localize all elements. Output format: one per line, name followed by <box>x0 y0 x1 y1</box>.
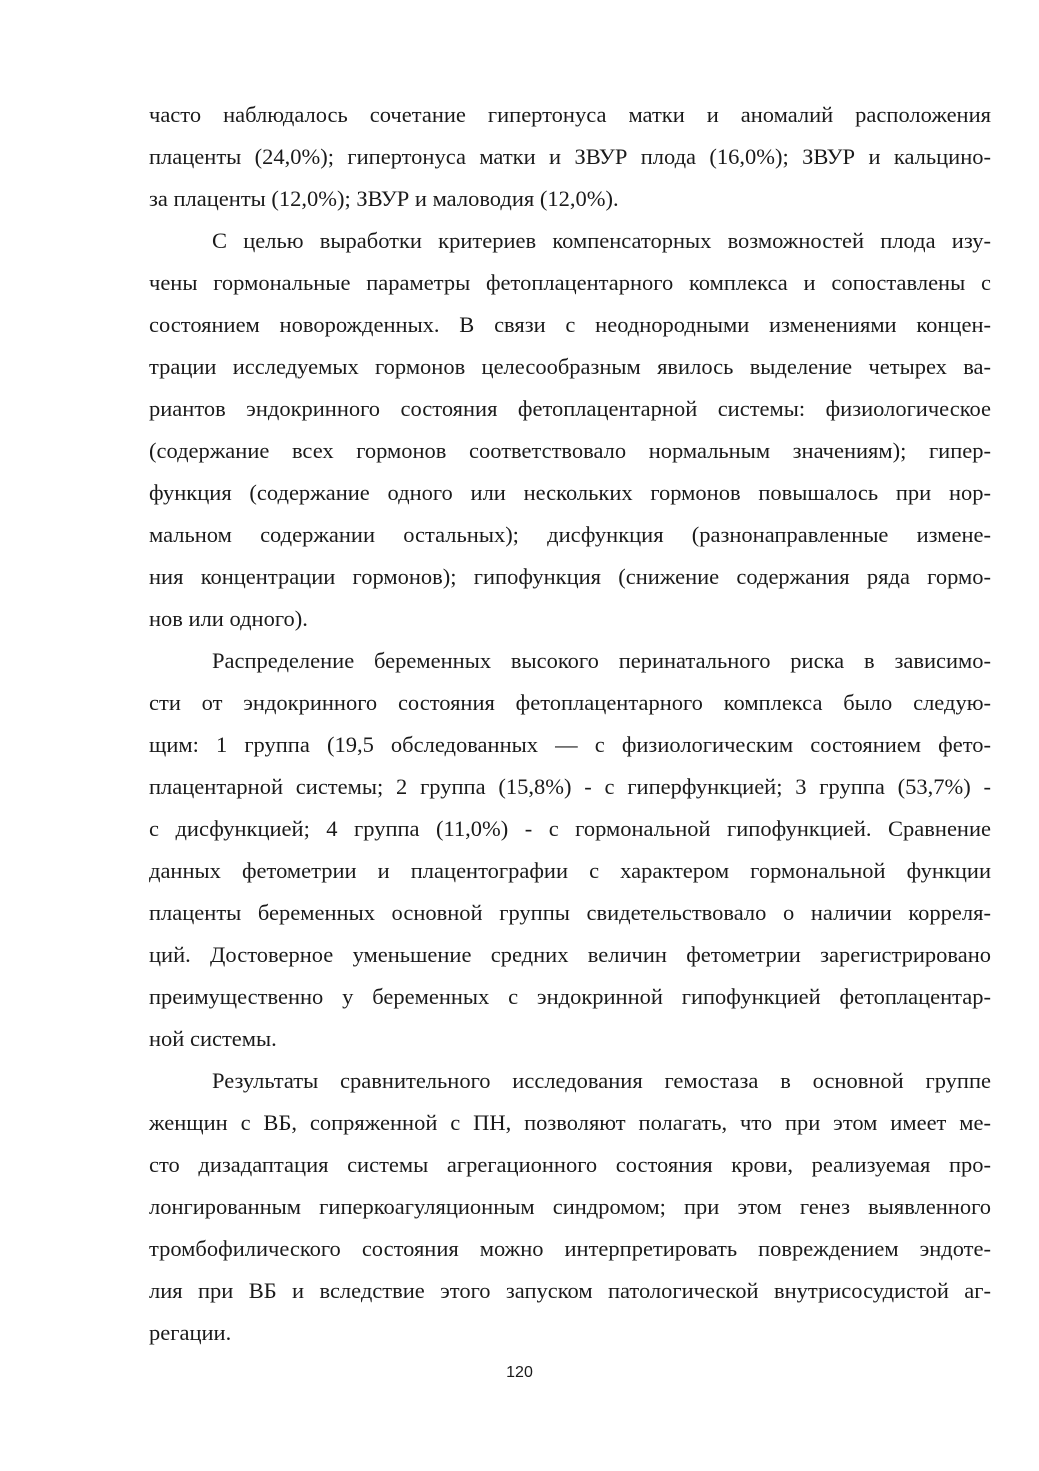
text-line: нов или одного). <box>149 606 308 631</box>
text-line: трации исследуемых гормонов целесообразным явилось выделение четырех ва- <box>149 354 991 379</box>
text-line: чены гормональные параметры фетоплацентарного комплекса и сопоставлены с <box>149 270 991 295</box>
text-line: часто наблюдалось сочетание гипертонуса матки и аномалий расположения <box>149 102 991 127</box>
page-number: 120 <box>506 1364 533 1381</box>
text-line: функция (содержание одного или нескольких гормонов повышалось при нор- <box>149 480 991 505</box>
text-line: ций. Достоверное уменьшение средних величин фетометрии зарегистрировано <box>149 942 991 967</box>
text-line: сто дизадаптация системы агрегационного состояния крови, реализуемая про- <box>149 1152 991 1177</box>
text-line: состоянием новорожденных. В связи с неоднородными изменениями концен- <box>149 312 991 337</box>
text-line: лонгированным гиперкоагуляционным синдромом; при этом генез выявленного <box>149 1194 991 1219</box>
text-line: за плаценты (12,0%); ЗВУР и маловодия (12,0%). <box>149 186 619 211</box>
text-line: женщин с ВБ, сопряженной с ПН, позволяют полагать, что при этом имеет ме- <box>149 1110 991 1135</box>
text-line: щим: 1 группа (19,5 обследованных — с физиологическим состоянием фето- <box>149 732 991 757</box>
text-line: (содержание всех гормонов соответствовало нормальным значениям); гипер- <box>149 438 991 463</box>
text-line: ной системы. <box>149 1026 277 1051</box>
text-line: Распределение беременных высокого перинатального риска в зависимо- <box>212 648 991 673</box>
text-line: тромбофилического состояния можно интерпретировать повреждением эндоте- <box>149 1236 991 1261</box>
text-line: преимущественно у беременных с эндокринной гипофункцией фетоплацентар- <box>149 984 991 1009</box>
text-line: С целью выработки критериев компенсаторных возможностей плода изу- <box>212 228 991 253</box>
text-line: риантов эндокринного состояния фетоплацентарной системы: физиологическое <box>149 396 991 421</box>
text-line: сти от эндокринного состояния фетоплацентарного комплекса было следую- <box>149 690 991 715</box>
text-line: регации. <box>149 1320 232 1345</box>
text-line: Результаты сравнительного исследования гемостаза в основной группе <box>212 1068 991 1093</box>
text-line: с дисфункцией; 4 группа (11,0%) - с гормональной гипофункцией. Сравнение <box>149 816 991 841</box>
text-line: мальном содержании остальных); дисфункция (разнонаправленные измене- <box>149 522 991 547</box>
text-line: данных фетометрии и плацентографии с характером гормональной функции <box>149 858 991 883</box>
text-line: лия при ВБ и вследствие этого запуском патологической внутрисосудистой аг- <box>149 1278 991 1303</box>
text-line: плаценты (24,0%); гипертонуса матки и ЗВУР плода (16,0%); ЗВУР и кальцино- <box>149 144 991 169</box>
body-text <box>149 94 991 1354</box>
text-line: ния концентрации гормонов); гипофункция (снижение содержания ряда гормо- <box>149 564 991 589</box>
text-line: плаценты беременных основной группы свидетельствовало о наличии корреля- <box>149 900 991 925</box>
text-line: плацентарной системы; 2 группа (15,8%) - с гиперфункцией; 3 группа (53,7%) - <box>149 774 991 799</box>
